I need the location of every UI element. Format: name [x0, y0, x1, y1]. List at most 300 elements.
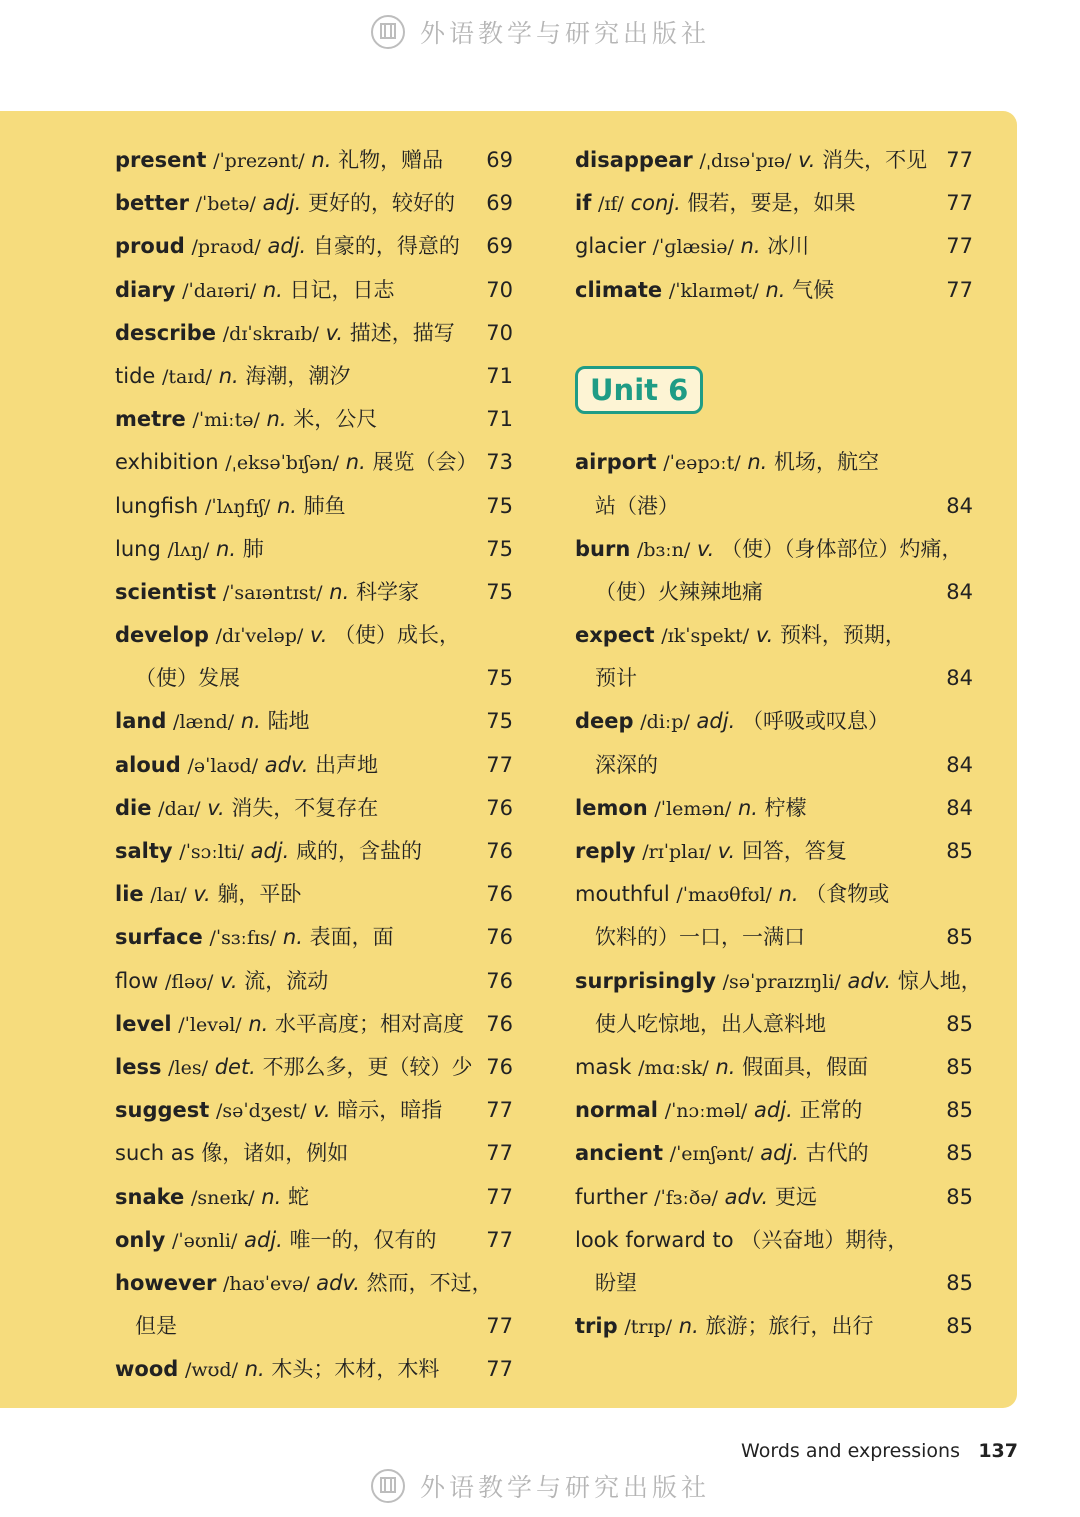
entry-text — [575, 234, 809, 258]
entry-meaning: 自豪的，得意的 — [312, 234, 460, 259]
entry-meaning: 回答，答复 — [741, 839, 847, 864]
entry-headword: less — [115, 1054, 162, 1079]
entry-page-number: 77 — [946, 234, 973, 259]
entry-text — [575, 1012, 826, 1036]
entry-headword: land — [115, 709, 167, 734]
vocab-entry — [575, 1305, 973, 1348]
vocab-entry — [575, 139, 973, 182]
vocab-entry — [115, 1089, 513, 1132]
entry-meaning: 海潮，潮汐 — [245, 363, 351, 388]
entry-text — [575, 191, 856, 215]
entry-phonetic: /ˌdɪsəˈpɪə/ — [699, 150, 792, 172]
entry-phonetic: /praʊd/ — [191, 236, 261, 259]
entry-headword: burn — [575, 536, 631, 561]
entry-page-number: 75 — [486, 709, 513, 734]
entry-phonetic: /ˈfɜːðə/ — [654, 1186, 718, 1209]
entry-part-of-speech: n. — [329, 579, 350, 604]
entry-part-of-speech: adv. — [264, 752, 309, 777]
entry-headword: further — [575, 1184, 648, 1209]
entry-headword: ancient — [575, 1141, 663, 1166]
entry-part-of-speech: n. — [216, 536, 237, 561]
entry-phonetic: /səˈdʒest/ — [215, 1100, 307, 1123]
entry-part-of-speech: adv. — [724, 1184, 769, 1209]
entry-headword: develop — [115, 623, 209, 648]
entry-meaning: 盼望 — [595, 1270, 637, 1295]
entry-page-number: 84 — [946, 579, 973, 604]
entry-phonetic: /rɪˈplaɪ/ — [642, 841, 712, 864]
entry-meaning: 古代的 — [805, 1141, 869, 1166]
entry-text — [575, 882, 889, 906]
vocab-entry — [115, 398, 513, 441]
entry-part-of-speech: adj. — [250, 839, 290, 863]
entry-text — [575, 148, 927, 172]
vocab-entry — [575, 614, 973, 657]
footer-label: Words and expressions — [741, 1440, 960, 1462]
entry-text — [575, 580, 763, 604]
entry-page-number: 85 — [946, 1314, 973, 1339]
vocab-entry — [115, 700, 513, 743]
entry-headword: exhibition — [115, 450, 219, 475]
entry-meaning: 陆地 — [267, 709, 310, 734]
entry-text — [575, 278, 834, 302]
vocab-entry — [115, 139, 513, 182]
vocab-entry — [575, 1219, 973, 1262]
entry-text — [115, 148, 443, 172]
publisher-name: 外语教学与研究出版社 — [419, 19, 710, 48]
entry-text — [575, 969, 982, 993]
entry-part-of-speech: v. — [717, 839, 736, 864]
vocab-entry — [115, 182, 513, 225]
entry-meaning: 假若，要是，如果 — [687, 191, 856, 216]
entry-text — [115, 753, 378, 777]
entry-meaning: 唯一的，仅有的 — [289, 1227, 437, 1252]
entry-page-number: 71 — [486, 407, 513, 432]
entry-page-number: 85 — [946, 1098, 973, 1123]
entry-text — [575, 1185, 817, 1209]
entry-part-of-speech: n. — [266, 407, 287, 432]
entry-meaning: 木头；木材，木料 — [271, 1357, 440, 1382]
entry-headword: disappear — [575, 148, 693, 172]
entry-meaning: （食物或 — [805, 882, 890, 907]
vocab-entry — [115, 1176, 513, 1219]
entry-page-number: 84 — [946, 493, 973, 518]
entry-part-of-speech: v. — [696, 536, 715, 561]
entry-phonetic: /mɑːsk/ — [638, 1056, 709, 1079]
entry-phonetic: /ˈɡlæsiə/ — [652, 236, 734, 259]
entry-headword: wood — [115, 1357, 179, 1382]
entry-phonetic: /ˈmaʊθfʊl/ — [676, 884, 772, 907]
entry-headword: if — [575, 191, 592, 216]
vocab-entry — [115, 657, 513, 700]
entry-text — [575, 1141, 869, 1165]
entry-text — [575, 1314, 873, 1338]
entry-text — [115, 969, 328, 993]
entry-page-number: 77 — [946, 191, 973, 216]
vocab-entry — [115, 1262, 513, 1305]
entry-text — [575, 925, 805, 949]
entry-headword: diary — [115, 277, 176, 302]
entry-meaning: 水平高度；相对高度 — [275, 1011, 465, 1036]
vocab-entry — [115, 744, 513, 787]
vocab-entry — [115, 1219, 513, 1262]
entry-part-of-speech: n. — [218, 363, 239, 388]
entry-page-number: 76 — [486, 925, 513, 950]
entry-phonetic: /ˈsaɪəntɪst/ — [222, 581, 323, 604]
entry-part-of-speech: adv. — [847, 968, 892, 993]
publisher-logo-icon — [370, 1468, 406, 1504]
entry-part-of-speech: v. — [309, 623, 328, 648]
entry-page-number: 69 — [486, 148, 513, 172]
entry-phonetic: /ˈlevəl/ — [178, 1013, 242, 1036]
entry-headword: lungfish — [115, 493, 199, 518]
entry-page-number: 85 — [946, 1011, 973, 1036]
entry-phonetic: /bɜːn/ — [636, 538, 691, 561]
entry-text — [115, 407, 377, 431]
entry-headword: glacier — [575, 234, 646, 259]
entry-meaning: 深深的 — [595, 752, 658, 777]
entry-headword: trip — [575, 1314, 618, 1339]
entry-meaning: 更远 — [774, 1184, 817, 1209]
entry-page-number: 76 — [486, 1011, 513, 1036]
entry-page-number: 73 — [486, 450, 513, 475]
vocab-entry — [575, 528, 973, 571]
entry-text — [115, 709, 310, 733]
entry-page-number: 77 — [946, 277, 973, 302]
entry-meaning: 站（港） — [595, 493, 679, 518]
right-column-bottom — [575, 441, 982, 1348]
vocab-entry — [575, 571, 973, 614]
unit-heading — [575, 312, 973, 442]
entry-text — [575, 709, 889, 733]
entry-part-of-speech: v. — [220, 968, 238, 993]
entry-part-of-speech: n. — [740, 234, 761, 259]
entry-part-of-speech: n. — [248, 1011, 269, 1036]
vocab-entry — [115, 441, 513, 484]
entry-page-number: 77 — [486, 1184, 513, 1209]
entry-meaning: （使）（身体部位）灼痛， — [721, 536, 963, 561]
entry-text — [115, 1314, 177, 1338]
entry-part-of-speech: n. — [311, 148, 332, 172]
entry-part-of-speech: n. — [737, 795, 758, 820]
entry-phonetic: /səˈpraɪzɪŋli/ — [722, 970, 841, 993]
entry-meaning: 预计 — [595, 666, 637, 691]
publisher-logo-icon — [370, 14, 406, 50]
entry-part-of-speech: n. — [244, 1357, 265, 1382]
entry-meaning: 日记，日志 — [289, 277, 395, 302]
entry-page-number: 84 — [946, 795, 973, 820]
entry-part-of-speech: v. — [313, 1098, 331, 1123]
publisher-watermark-top — [0, 8, 1080, 56]
vocab-entry — [115, 1003, 513, 1046]
entry-headword: proud — [115, 234, 185, 259]
entry-text — [115, 882, 301, 906]
entry-headword: present — [115, 148, 207, 172]
entry-meaning: 惊人地， — [897, 968, 982, 993]
entry-text — [115, 1357, 439, 1381]
entry-headword: mask — [575, 1054, 632, 1079]
vocab-entry — [115, 485, 513, 528]
entry-text — [115, 234, 460, 258]
vocab-entry — [575, 441, 973, 484]
entry-page-number: 69 — [486, 234, 513, 259]
entry-headword: expect — [575, 623, 655, 648]
entry-meaning: 冰川 — [767, 234, 810, 259]
entry-text — [575, 666, 637, 690]
entry-text — [575, 1271, 637, 1295]
entry-meaning: 机场，航空 — [774, 450, 880, 475]
entry-page-number: 71 — [486, 363, 513, 388]
entry-page-number: 85 — [946, 839, 973, 864]
vocab-entry — [575, 1003, 973, 1046]
entry-meaning: 展览（会） — [372, 450, 478, 475]
entry-page-number: 75 — [486, 579, 513, 604]
entry-phonetic: /ˈprezənt/ — [213, 150, 305, 172]
entry-meaning: （兴奋地）期待， — [740, 1227, 909, 1252]
entry-text — [115, 666, 240, 690]
vocab-entry — [575, 744, 973, 787]
entry-text — [115, 1098, 442, 1122]
entry-part-of-speech: n. — [678, 1314, 699, 1339]
left-column — [115, 139, 513, 1391]
entry-page-number: 85 — [946, 1141, 973, 1166]
entry-page-number: 77 — [486, 1098, 513, 1123]
entry-part-of-speech: n. — [345, 450, 366, 475]
entry-headword: normal — [575, 1098, 658, 1123]
entry-text — [575, 1228, 908, 1252]
vocab-entry — [575, 830, 973, 873]
entry-meaning: 使人吃惊地，出人意料地 — [595, 1011, 826, 1036]
entry-text — [115, 494, 346, 518]
entry-text — [575, 494, 679, 518]
entry-headword: airport — [575, 450, 657, 475]
entry-part-of-speech: n. — [262, 277, 283, 302]
entry-meaning: 蛇 — [287, 1184, 309, 1209]
vocab-entry — [115, 1348, 513, 1391]
entry-phonetic: /les/ — [168, 1056, 209, 1079]
entry-text — [575, 839, 847, 863]
entry-meaning: 米，公尺 — [293, 407, 378, 432]
entry-part-of-speech: v. — [325, 320, 344, 345]
vocab-entry — [115, 916, 513, 959]
entry-meaning: 正常的 — [799, 1098, 863, 1123]
entry-page-number: 76 — [486, 795, 513, 820]
publisher-name: 外语教学与研究出版社 — [419, 1473, 710, 1502]
entry-page-number: 85 — [946, 1054, 973, 1079]
entry-part-of-speech: n. — [765, 277, 786, 302]
entry-page-number: 75 — [486, 536, 513, 561]
entry-page-number: 76 — [486, 839, 513, 863]
entry-text — [115, 191, 455, 215]
entry-meaning: 躺，平卧 — [217, 882, 302, 907]
entry-phonetic: /ˌeksəˈbɪʃən/ — [225, 452, 340, 475]
entry-headword: however — [115, 1270, 217, 1295]
entry-headword: only — [115, 1227, 166, 1252]
entry-part-of-speech: adv. — [316, 1270, 360, 1295]
entry-part-of-speech: adj. — [262, 191, 302, 216]
entry-meaning: 流，流动 — [244, 968, 329, 993]
entry-headword: lie — [115, 882, 144, 907]
entry-text — [575, 753, 658, 777]
entry-headword: die — [115, 795, 152, 820]
publisher-watermark-bottom — [0, 1462, 1080, 1510]
vocab-entry — [575, 700, 973, 743]
entry-headword: tide — [115, 363, 156, 388]
entry-meaning: 礼物，赠品 — [338, 148, 444, 172]
entry-phonetic: /ˈlʌŋfɪʃ/ — [204, 495, 271, 518]
entry-text — [115, 925, 394, 949]
entry-headword: look forward to — [575, 1227, 734, 1252]
entry-page-number: 84 — [946, 752, 973, 777]
entry-phonetic: /ˈeəpɔːt/ — [663, 452, 741, 475]
entry-meaning: 消失，不见 — [822, 148, 928, 172]
entry-page-number: 76 — [486, 1054, 513, 1079]
entry-phonetic: /ˈeɪnʃənt/ — [669, 1143, 754, 1166]
entry-phonetic: /ˈsɜːfɪs/ — [209, 927, 277, 950]
entry-text — [575, 1055, 868, 1079]
vocab-entry — [575, 1132, 973, 1175]
entry-headword: climate — [575, 277, 663, 302]
entry-text — [115, 1012, 464, 1036]
entry-meaning: 表面，面 — [309, 925, 394, 950]
entry-page-number: 84 — [946, 666, 973, 691]
entry-page-number: 77 — [486, 1227, 513, 1252]
entry-meaning: 假面具，假面 — [742, 1054, 869, 1079]
vocab-entry — [115, 614, 513, 657]
vocab-entry — [115, 830, 513, 873]
entry-page-number: 77 — [486, 1357, 513, 1382]
entry-part-of-speech: adj. — [267, 234, 307, 259]
entry-part-of-speech: n. — [282, 925, 303, 950]
entry-page-number: 77 — [486, 1314, 513, 1339]
entry-phonetic: /ˈbetə/ — [195, 193, 256, 216]
entry-phonetic: /ɪf/ — [598, 193, 624, 216]
entry-page-number: 70 — [486, 320, 513, 345]
entry-phonetic: /ˈnɔːməl/ — [664, 1100, 748, 1123]
entry-meaning: 然而，不过， — [366, 1270, 493, 1295]
entry-phonetic: /ˈklaɪmət/ — [668, 279, 759, 302]
entry-meaning: （使）火辣辣地痛 — [595, 579, 763, 604]
entry-meaning: 饮料的）一口，一满口 — [595, 925, 805, 950]
entry-meaning: 咸的，含盐的 — [296, 839, 422, 863]
entry-meaning: 肺鱼 — [303, 493, 346, 518]
entry-meaning: 柠檬 — [764, 795, 807, 820]
entry-meaning: （使）发展 — [135, 666, 240, 691]
entry-meaning: 预料，预期， — [779, 623, 906, 648]
entry-meaning: 暗示，暗指 — [337, 1098, 443, 1123]
entry-part-of-speech: n. — [747, 450, 768, 475]
entry-page-number: 77 — [486, 752, 513, 777]
entry-headword: lemon — [575, 795, 648, 820]
vocab-entry — [115, 1305, 513, 1348]
entry-meaning: 旅游；旅行，出行 — [705, 1314, 874, 1339]
entry-headword: scientist — [115, 579, 217, 604]
entry-headword: snake — [115, 1184, 185, 1209]
entry-phonetic: /lʌŋ/ — [167, 538, 210, 561]
entry-meaning: 像，诸如，例如 — [201, 1141, 349, 1166]
entry-headword: surprisingly — [575, 968, 716, 993]
entry-phonetic: /sneɪk/ — [190, 1186, 255, 1209]
entry-headword: mouthful — [575, 882, 670, 907]
vocab-entry — [575, 485, 973, 528]
entry-phonetic: /daɪ/ — [158, 797, 201, 820]
entry-headword: suggest — [115, 1098, 210, 1123]
entry-text — [115, 796, 378, 820]
entry-phonetic: /əˈlaʊd/ — [187, 754, 259, 777]
entry-meaning: 肺 — [242, 536, 264, 561]
vocab-entry — [575, 916, 973, 959]
entry-page-number: 85 — [946, 925, 973, 950]
entry-page-number: 77 — [486, 1141, 513, 1166]
entry-phonetic: /ˈəʊnli/ — [171, 1229, 238, 1252]
vocab-entry — [115, 225, 513, 268]
entry-phonetic: /taɪd/ — [162, 365, 213, 388]
entry-text — [575, 450, 879, 474]
entry-phonetic: /laɪ/ — [150, 884, 187, 907]
vocab-entry — [115, 873, 513, 916]
entry-headword: such as — [115, 1141, 195, 1166]
entry-part-of-speech: adj. — [760, 1141, 799, 1166]
page-number: 137 — [978, 1440, 1018, 1462]
vocab-entry — [115, 269, 513, 312]
entry-part-of-speech: v. — [193, 882, 211, 907]
vocab-entry — [575, 657, 973, 700]
vocab-entry — [575, 960, 982, 1003]
vocab-entry — [115, 528, 513, 571]
entry-headword: metre — [115, 407, 186, 432]
entry-meaning: 气候 — [792, 277, 835, 302]
entry-part-of-speech: adj. — [244, 1227, 283, 1252]
entry-phonetic: /dɪˈskraɪb/ — [222, 322, 319, 345]
vocab-entry — [575, 182, 973, 225]
entry-part-of-speech: n. — [276, 493, 297, 518]
entry-part-of-speech: n. — [778, 882, 799, 907]
entry-phonetic: /lænd/ — [173, 711, 235, 734]
entry-meaning: （使）成长， — [334, 623, 461, 648]
entry-meaning: 消失，不复存在 — [231, 795, 379, 820]
entry-meaning: 科学家 — [355, 579, 419, 604]
entry-part-of-speech: det. — [214, 1054, 256, 1079]
entry-page-number: 69 — [486, 191, 513, 216]
entry-phonetic: /ˈlemən/ — [654, 797, 732, 820]
entry-text — [575, 537, 963, 561]
vocab-entry — [115, 571, 513, 614]
entry-phonetic: /wʊd/ — [184, 1359, 238, 1382]
entry-phonetic: /dɪˈveləp/ — [215, 625, 304, 648]
entry-phonetic: /haʊˈevə/ — [223, 1272, 310, 1295]
entry-page-number: 77 — [946, 148, 973, 172]
entry-text — [115, 1055, 473, 1079]
vocab-entry — [575, 1262, 973, 1305]
vocab-entry — [575, 787, 973, 830]
entry-text — [115, 1141, 348, 1165]
entry-text — [575, 1098, 862, 1122]
entry-meaning: 但是 — [135, 1314, 177, 1339]
entry-part-of-speech: conj. — [630, 191, 681, 216]
right-column — [575, 139, 982, 1348]
entry-headword: level — [115, 1011, 172, 1036]
vocab-entry — [575, 1046, 973, 1089]
entry-meaning: 更好的，较好的 — [308, 191, 456, 216]
entry-part-of-speech: n. — [240, 709, 261, 734]
entry-part-of-speech: v. — [207, 795, 225, 820]
entry-headword: deep — [575, 709, 634, 734]
vocab-entry — [115, 960, 513, 1003]
entry-page-number: 85 — [946, 1270, 973, 1295]
vocab-entry — [575, 1176, 973, 1219]
entry-part-of-speech: v. — [798, 148, 816, 172]
vocab-entry — [575, 269, 973, 312]
entry-text — [115, 450, 477, 474]
